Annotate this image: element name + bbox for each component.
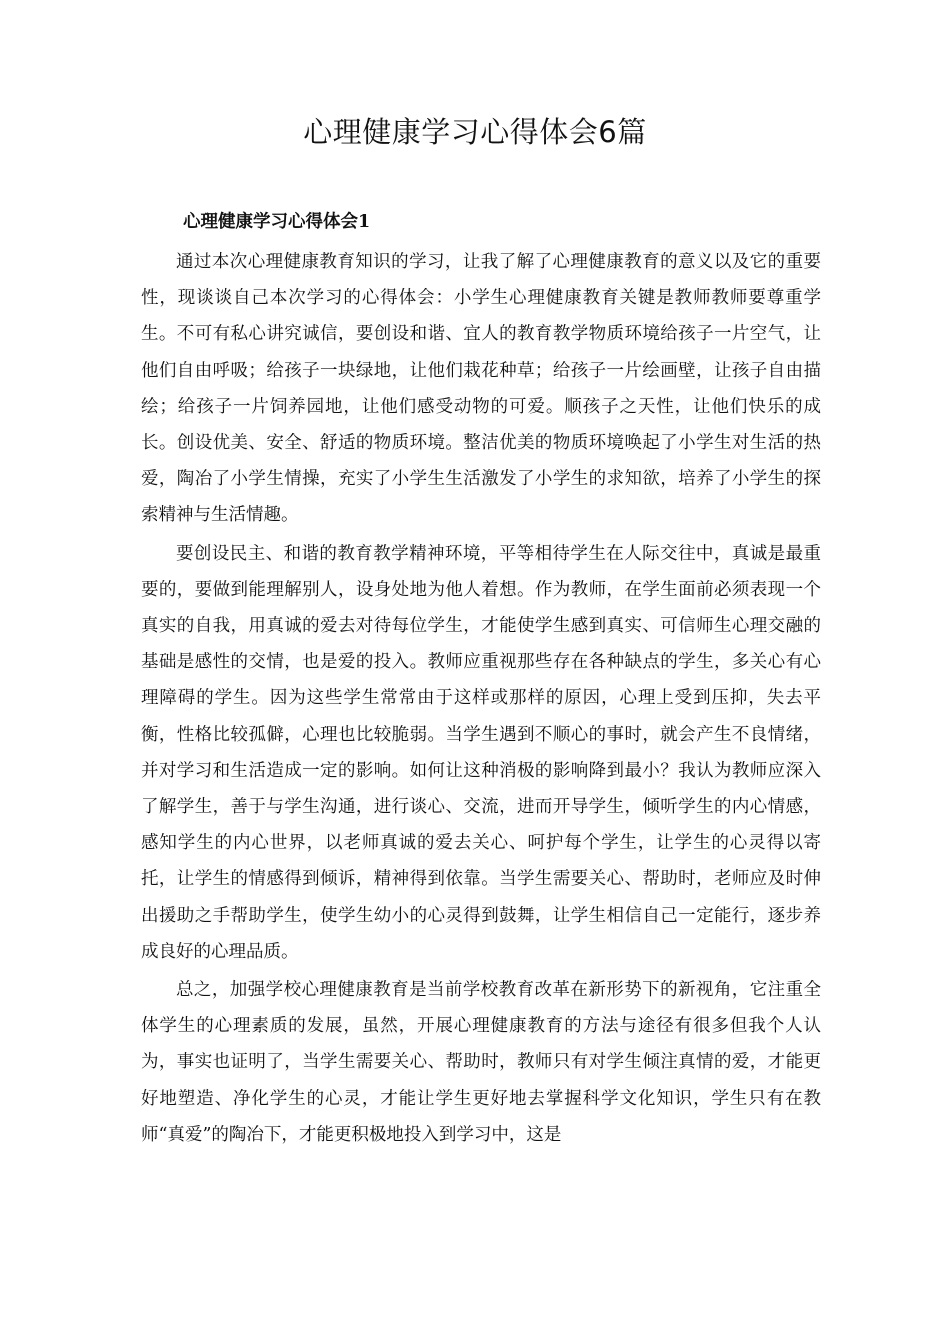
document-body xyxy=(141,244,821,1155)
paragraph-2: 要创设民主、和谐的教育教学精神环境，平等相待学生在人际交往中，真诚是最重要的，要做到能理解别人，设身处地为他人着想。作为教师，在学生面前必须表现一个真实的自我，用真诚的爱去对待每位学生，才能使学生感到真实、可信师生心理交融的基础是感性的交情，也是爱的投入。教师应重视那些存在各种缺点的学生，多关心有心理障碍的学生。因为这些学生常常由于这样或那样的原因，心理上受到压抑，失去平衡，性格比较孤僻，心理也比较脆弱。当学生遇到不顺心的事时，就会产生不良情绪，并对学习和生活造成一定的影响。如何让这种消极的影响降到最小？我认为教师应深入了解学生，善于与学生沟通，进行谈心、交流，进而开导学生，倾听学生的内心情感，感知学生的内心世界，以老师真诚的爱去关心、呵护每个学生，让学生的心灵得以寄托，让学生的情感得到倾诉，精神得到依靠。当学生需要关心、帮助时，老师应及时伸出援助之手帮助学生，使学生幼小的心灵得到鼓舞，让学生相信自己一定能行，逐步养成良好的心理品质。 xyxy=(141,543,821,962)
section-heading: 心理健康学习心得体会1 xyxy=(183,212,371,232)
paragraph-1: 通过本次心理健康教育知识的学习，让我了解了心理健康教育的意义以及它的重要性，现谈谈自己本次学习的心得体会：小学生心理健康教育关键是教师教师要尊重学生。不可有私心讲究诚信，要创设和谐、宜人的教育教学物质环境给孩子一片空气，让他们自由呼吸；给孩子一块绿地，让他们栽花种草；给孩子一片绘画壁，让孩子自由描绘；给孩子一片饲养园地，让他们感受动物的可爱。顺孩子之天性，让他们快乐的成长。创设优美、安全、舒适的物质环境。整洁优美的物质环境唤起了小学生对生活的热爱，陶冶了小学生情操，充实了小学生生活激发了小学生的求知欲，培养了小学生的探索精神与生活情趣。 xyxy=(141,252,821,526)
paragraph-3: 总之，加强学校心理健康教育是当前学校教育改革在新形势下的新视角，它注重全体学生的心理素质的发展，虽然，开展心理健康教育的方法与途径有很多但我个人认为，事实也证明了，当学生需要关心、帮助时，教师只有对学生倾注真情的爱，才能更好地塑造、净化学生的心灵，才能让学生更好地去掌握科学文化知识，学生只有在教师“真爱”的陶冶下，才能更积极地投入到学习中，这是 xyxy=(141,980,821,1145)
document-title: 心理健康学习心得体会6篇 xyxy=(303,115,647,149)
